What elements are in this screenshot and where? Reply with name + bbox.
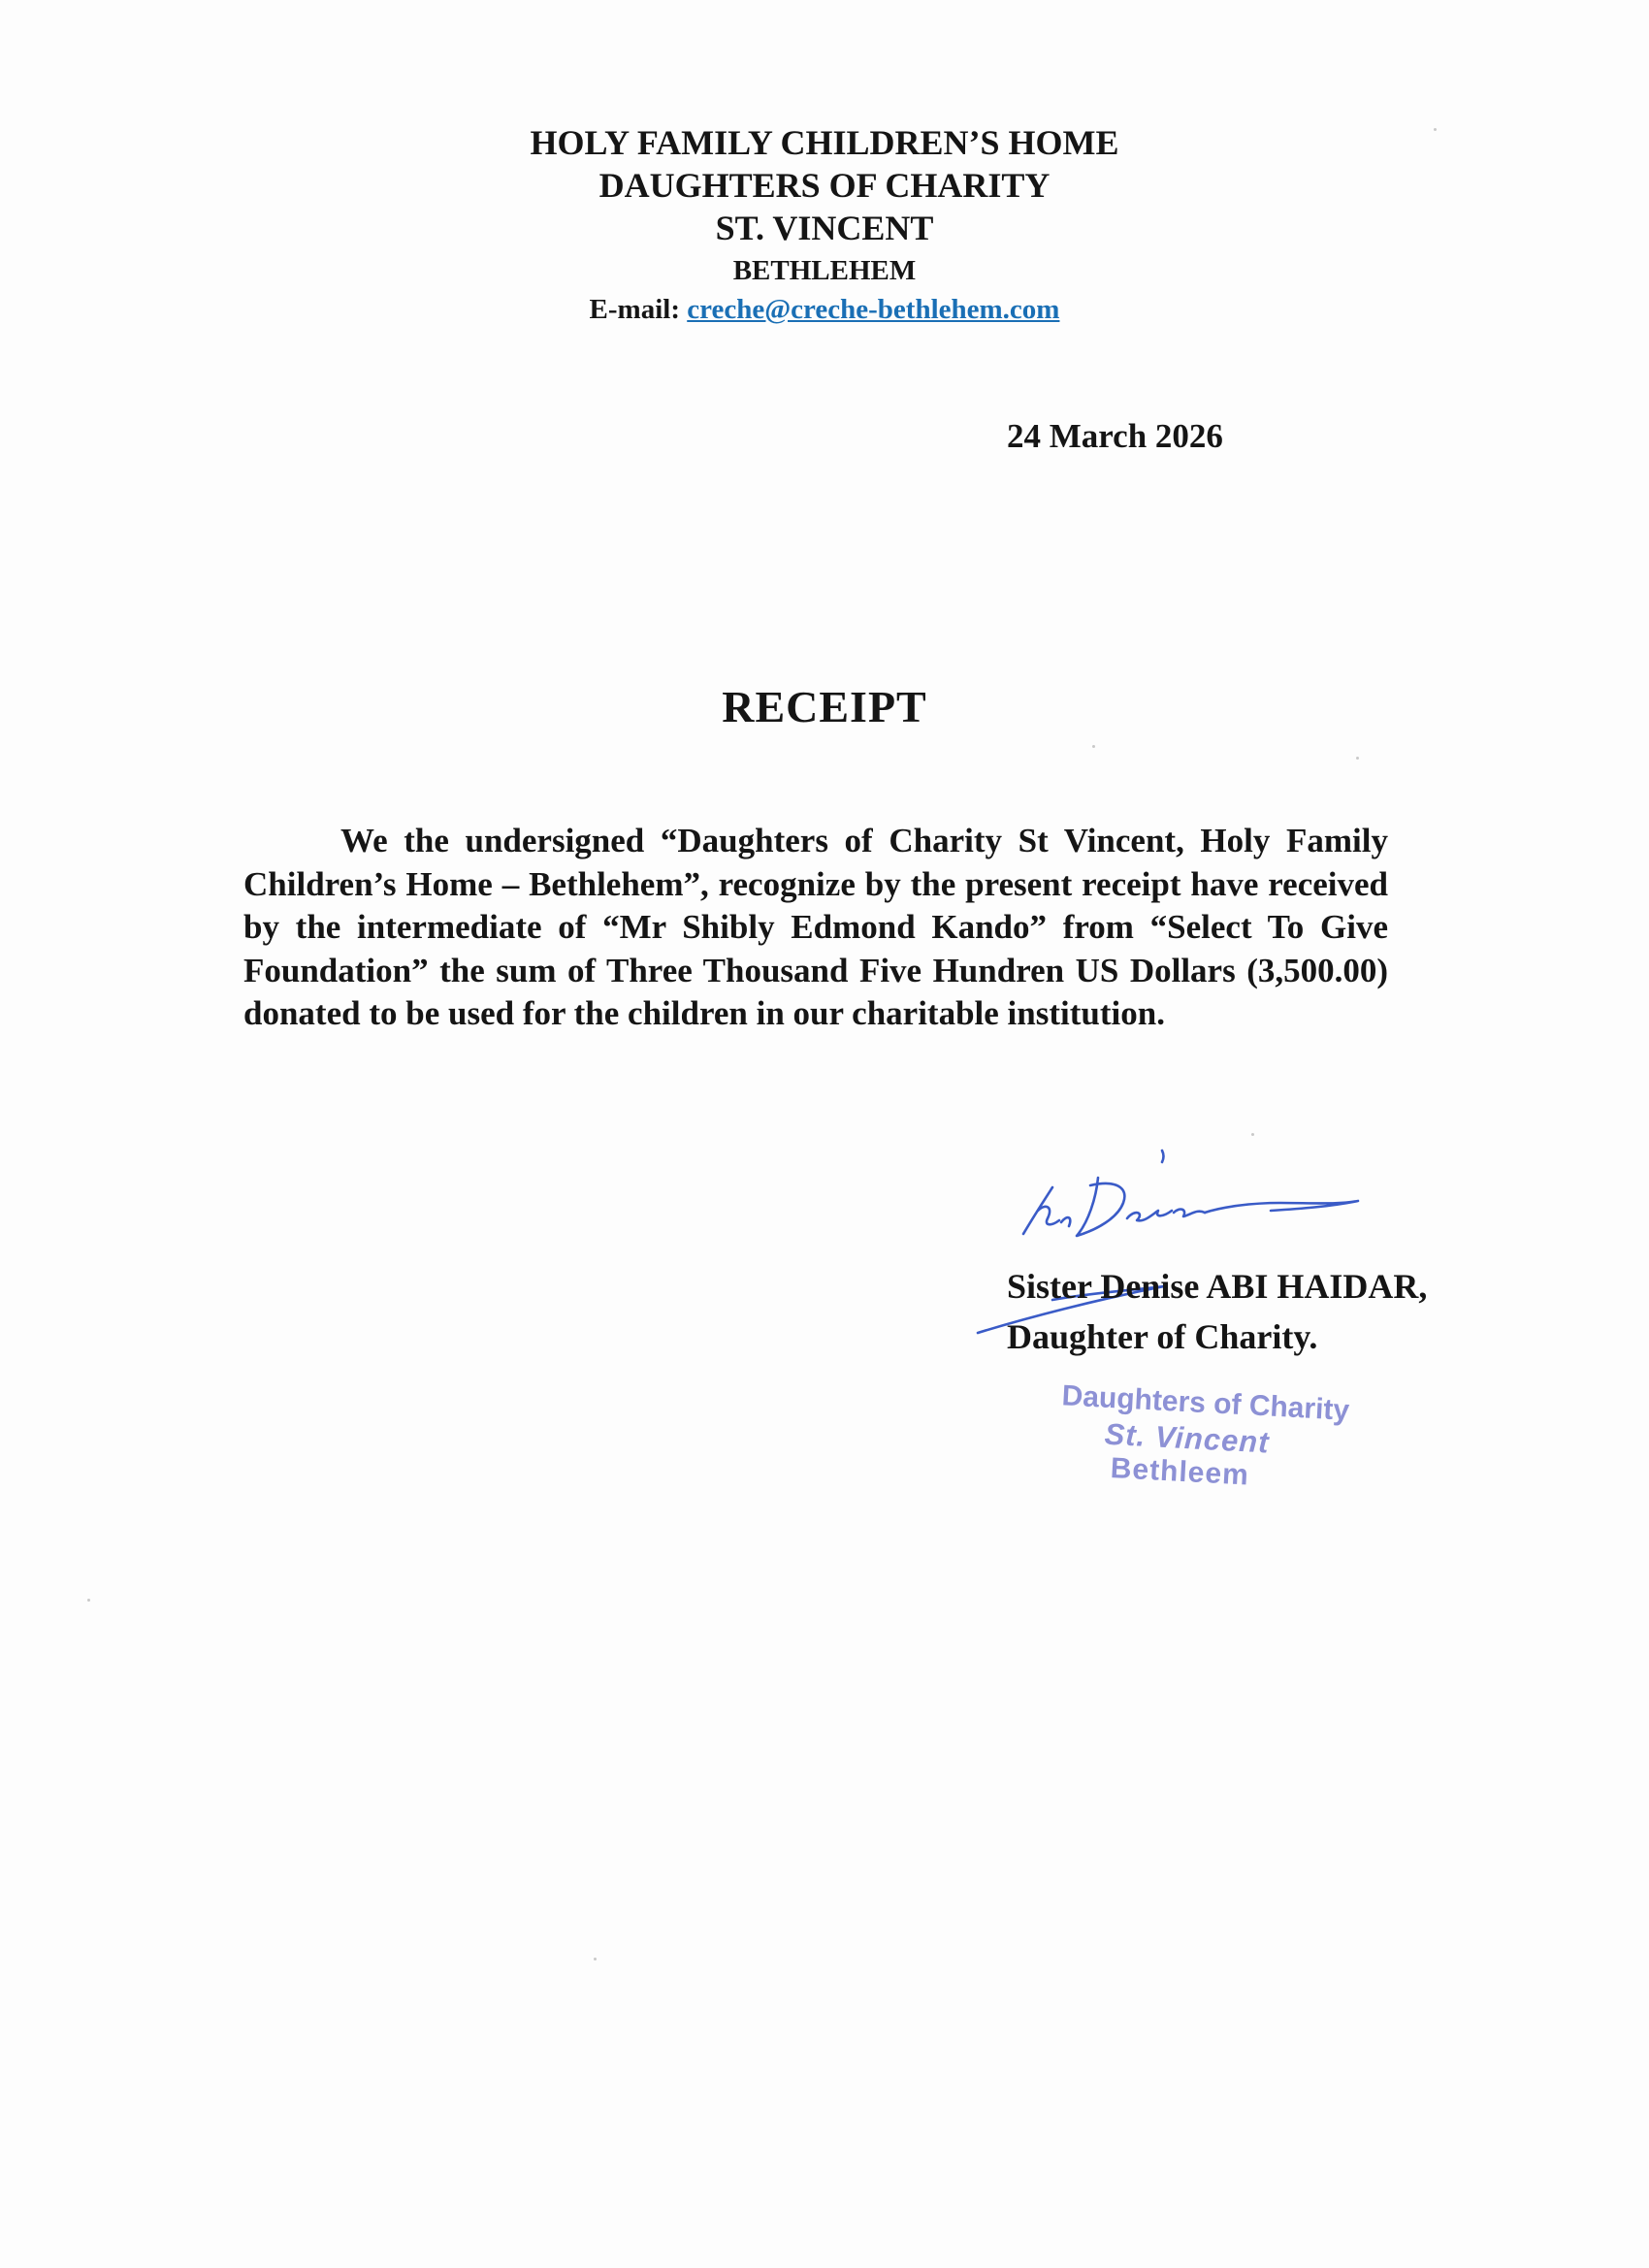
scan-speck [1434,128,1437,131]
scan-speck [87,1599,90,1602]
signer-name: Sister Denise ABI HAIDAR, [1007,1267,1428,1306]
scan-speck [594,1958,597,1960]
page-title: RECEIPT [722,682,927,731]
letterhead-email-row [0,294,1649,326]
institution-stamp [1045,1379,1361,1522]
email-label: E-mail: [589,294,680,325]
receipt-date: 24 March 2026 [1007,417,1223,455]
scan-speck [1356,757,1359,760]
stamp-line-3: Bethleem [1110,1452,1250,1492]
scan-speck [1251,1133,1254,1136]
receipt-body: We the undersigned “Daughters of Charity St Vincent, Holy Family Children’s Home – Bethlehem”, recognize by the present receipt have received by the intermediate of “Mr Shibly Edmond Kando” from “Select To Give Foundation” the sum of Three Thousand Five Hundren US Dollars (3,500.00) donated to be used for the children in our charitable institution. [243,822,1388,1032]
letterhead-saint: ST. VINCENT [715,209,934,247]
signer-block [1007,1261,1427,1362]
letterhead-city: BETHLEHEM [732,255,917,286]
stamp-line-1: Daughters of Charity [1060,1379,1350,1427]
letterhead-org-name: HOLY FAMILY CHILDREN’S HOME [530,123,1119,162]
letterhead-congregation: DAUGHTERS OF CHARITY [598,166,1051,205]
email-link[interactable]: creche@creche-bethlehem.com [687,294,1060,325]
stamp-line-2: St. Vincent [1103,1416,1271,1460]
scan-speck [1092,745,1095,748]
signer-role: Daughter of Charity. [1007,1317,1318,1356]
